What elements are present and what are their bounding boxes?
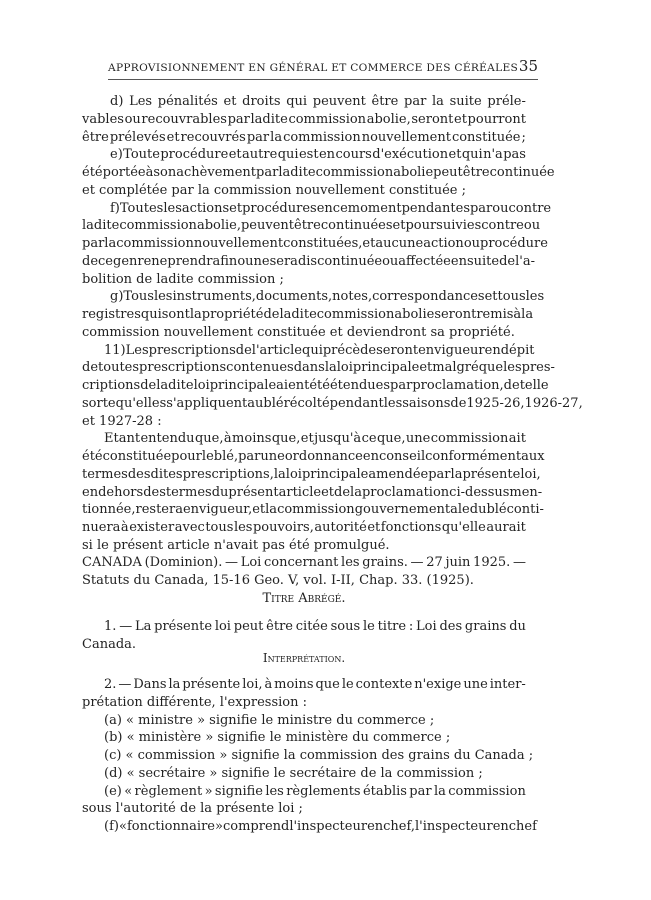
text-line: nuera à exister avec tous les pouvoirs, autorité et fonctions qu'elle aurait [82, 520, 526, 535]
section-2-line: (d) « secrétaire » signifie le secrétaire de la commission ; [104, 765, 483, 781]
interpretation-heading: Interprétation. [262, 651, 346, 665]
text-line: et complétée par la commission nouvellement constituée ; [82, 182, 467, 198]
section-2-line: prétation différente, l'expression : [82, 694, 307, 710]
section-2-line: (f) « fonctionnaire » comprend l'inspecteur en chef, l'inspecteur en chef [104, 819, 537, 834]
text-line: de toutes prescriptions contenues dans la loi principale et malgré que les pres- [82, 360, 555, 376]
section-2-line: 2. — Dans la présente loi, à moins que le contexte n'exige une inter- [104, 677, 526, 692]
citation-lines [82, 554, 526, 590]
section-1-line: 1. — La présente loi peut être citée sous le titre : Loi des grains du [104, 619, 526, 634]
text-line: par la commission nouvellement constituées, et aucune action ou procédure [82, 236, 548, 251]
citation-line: CANADA (Dominion). — Loi concernant les grains. — 27 juin 1925. — [82, 555, 526, 570]
text-line: f) Toutes les actions et procédures en ce moment pendantes par ou contre [110, 200, 552, 216]
section-1-lines [82, 618, 526, 654]
section-2-line: (b) « ministère » signifie le ministère du commerce ; [104, 730, 451, 746]
section-2-line: sous l'autorité de la présente loi ; [82, 801, 303, 817]
body-text [82, 93, 583, 555]
text-line: ladite commission abolie, peuvent être continuées et poursuivies contre ou [82, 218, 541, 234]
text-line: bolition de ladite commission ; [82, 271, 284, 287]
section-1 [82, 618, 526, 654]
citation-line: Statuts du Canada, 15-16 Geo. V, vol. I-II, Chap. 33. (1925). [82, 572, 474, 588]
section-2-line: (c) « commission » signifie la commission des grains du Canada ; [104, 748, 534, 763]
section-2-line: (e) « règlement » signifie les règlements établis par la commission [104, 783, 526, 799]
text-line: vables ou recouvrables par ladite commission abolie, seront et pourront [82, 111, 526, 127]
short-title-heading: Titre Abrégé. [262, 591, 346, 606]
section-1-line: Canada. [82, 636, 137, 652]
text-line: été constituée pour le blé, par une ordonnance en conseil conformément aux [82, 449, 545, 464]
text-line: et 1927-28 : [82, 413, 162, 429]
text-line: criptions de ladite loi principale aient été étendues par proclamation, de telle [82, 378, 549, 393]
text-line: en dehors des termes du présent article et de la proclamation ci-dessus men- [82, 484, 543, 500]
text-line: e) Toute procédure et autre qui est en cours d'exécution et qui n'a pas [110, 147, 526, 163]
page-header [108, 57, 538, 80]
text-line: Etant entendu que, à moins que, et jusqu'à ce que, une commission ait [104, 431, 526, 447]
text-line: termes desdites prescriptions, la loi principale amendée par la présente loi, [82, 466, 541, 482]
text-line: registres qui sont la propriété de ladite commission abolie seront remis à la [82, 307, 534, 322]
text-line: si le présent article n'avait pas été promulgué. [82, 537, 390, 553]
citation-block [82, 554, 526, 590]
text-line: tionnée, restera en vigueur, et la commission gouvernementale du blé conti- [82, 502, 544, 518]
page-number: 35 [518, 57, 538, 75]
text-line: de ce genre ne prendra fin ou ne sera discontinuée ou affectée en suite de l'a- [82, 253, 535, 269]
running-title: APPROVISIONNEMENT EN GÉNÉRAL ET COMMERCE DES CÉRÉALES [108, 62, 519, 74]
text-line: g) Tous les instruments, documents, notes, correspondances et tous les [110, 289, 545, 305]
section-2 [82, 676, 537, 836]
text-line: commission nouvellement constituée et deviendront sa propriété. [82, 324, 515, 340]
text-line: sorte qu'elles s'appliquent au blé récolté pendant les saisons de 1925-26, 1926-27, [82, 395, 583, 411]
provisions-paragraphs [82, 93, 583, 555]
section-2-line: (a) « ministre » signifie le ministre du commerce ; [104, 712, 435, 728]
text-line: d) Les pénalités et droits qui peuvent être par la suite préle- [110, 94, 526, 109]
section-2-lines [82, 676, 537, 836]
text-line: été portée à son achèvement par ladite commission abolie peut être continuée [82, 165, 555, 180]
interpretation-heading-wrap [82, 650, 526, 668]
text-line: 11) Les prescriptions de l'article qui précède seront en vigueur en dépit [104, 342, 535, 358]
text-line: être prélevés et recouvrés par la commission nouvellement constituée ; [82, 129, 526, 145]
short-title-heading-wrap [82, 590, 526, 608]
